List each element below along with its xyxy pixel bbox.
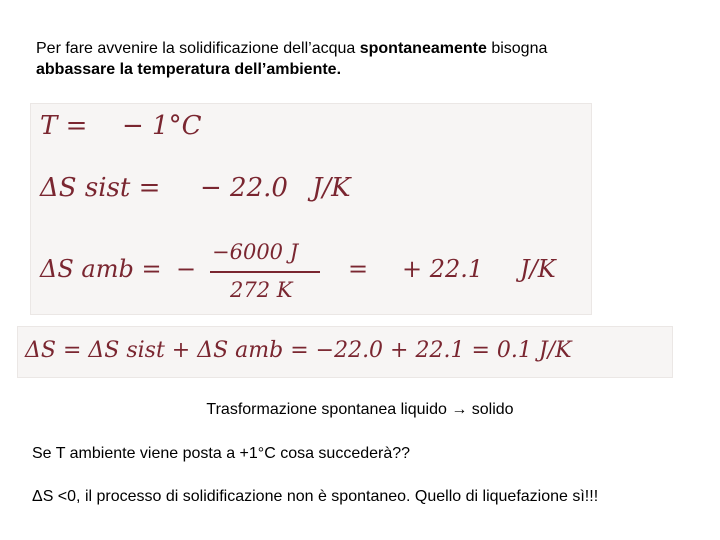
question-text: Se T ambiente viene posta a +1°C cosa succederà??	[32, 445, 411, 462]
intro-text	[36, 38, 686, 80]
hw-fraction-numerator: −6000 J	[212, 240, 299, 264]
hw-temperature-label: T =	[40, 111, 88, 141]
hw-dsamb-sign: −	[176, 255, 197, 283]
caption-left: Trasformazione spontanea liquido	[206, 401, 452, 418]
intro-bold-abbassare: abbassare la temperatura dell’ambiente.	[36, 61, 342, 78]
hw-dsamb-unit: J/K	[520, 255, 556, 283]
hw-dssist-label: ΔS sist =	[40, 173, 161, 203]
intro-bold-spontaneamente: spontaneamente	[359, 40, 487, 57]
hw-dsamb-value: + 22.1	[402, 255, 484, 283]
handwritten-calculation-sheet	[30, 103, 592, 315]
transformation-caption	[0, 401, 720, 419]
hw-dsamb-equals: =	[348, 255, 369, 283]
hw-fraction-denominator: 272 K	[230, 278, 293, 302]
caption-right: solido	[467, 401, 514, 418]
hw-fraction-bar	[210, 271, 320, 273]
answer-text: ΔS <0, il processo di solidificazione non è spontaneo. Quello di liquefazione sì!!!	[32, 488, 599, 505]
hw-total-equation: ΔS = ΔS sist + ΔS amb = −22.0 + 22.1 = 0.1 J/K	[25, 338, 572, 363]
right-arrow-icon: →	[451, 401, 468, 418]
hw-dssist-unit: J/K	[312, 173, 351, 203]
hw-dsamb-label: ΔS amb =	[40, 255, 162, 283]
handwritten-total-sheet	[17, 326, 673, 378]
intro-part1: Per fare avvenire la solidificazione dell’acqua	[36, 40, 360, 57]
intro-part2: bisogna	[486, 40, 548, 57]
hw-dssist-value: − 22.0	[200, 173, 288, 203]
hw-temperature-value: − 1°C	[122, 111, 202, 141]
